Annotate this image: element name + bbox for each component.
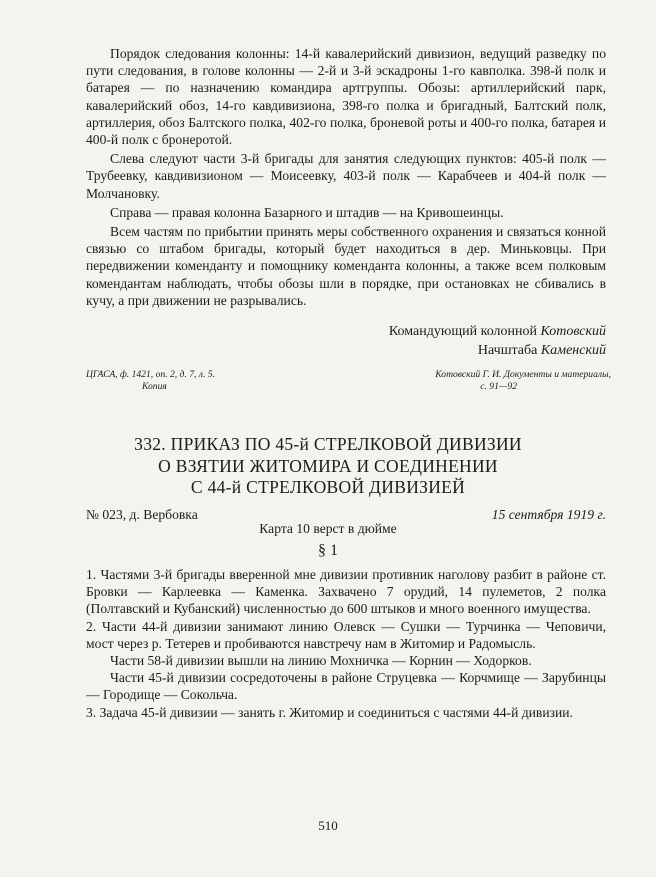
- order-58th-division: Части 58-й дивизии вышли на линию Мохничка — Корнин — Ходорков.: [110, 653, 532, 669]
- paragraph-column-order: Порядок следования колонны: 14-й кавалерийский дивизион, ведущий разведку по пути следования, в голове колонны — 2-й и 3-й эскадроны 1-го кавполка. 398-й полк и батарея — по назначению командира артгруппы. Обозы: артиллерийский парк, кавалерийский обоз, 14-го кавдивизиона, 398-го полка и бригадный, Балтский полк, артиллерия, обоз Балтского полка, 402-го полка, броневой роты и 400-го полка, батарея и 400-й полк с бронеротой.: [86, 46, 606, 148]
- order-point-2: 2. Части 44-й дивизии занимают линию Олевск — Сушки — Турчинка — Чеповичи, мост через р. Тетерев и пробиваются навстречу нам в Житомир и Радомысль.: [86, 618, 606, 651]
- signature-chief-of-staff: [389, 341, 606, 360]
- top-text-block: [86, 45, 606, 309]
- paragraph-all-units: Всем частям по прибытии принять меры собственного охранения и связаться конной связью со штабом бригады, который будет находиться в дер. Миньковцы. При передвижении коменданту и помощнику коменданта колонны, а также всем полковым комендантам наблюдать, чтобы обозы шли в порядке, при остановках не сбивались в кучу, а при движении не разрывались.: [86, 224, 606, 308]
- map-scale-note: Карта 10 верст в дюйме: [259, 521, 397, 536]
- document-number-place: № 023, д. Вербовка: [86, 507, 198, 522]
- document-date-text: 15 сентября 1919 г.: [491, 507, 606, 522]
- order-body: [86, 566, 606, 721]
- archive-source-copy: Копия: [142, 380, 167, 392]
- archive-source-ref: ЦГАСА, ф. 1421, оп. 2, д. 7, л. 5.: [86, 369, 215, 380]
- paragraph-right-flank: Справа — правая колонна Базарного и штадив — на Кривошеинцы.: [110, 204, 504, 220]
- document-title: [60, 434, 596, 499]
- order-point-1: 1. Частями 3-й бригады вверенной мне дивизии противник наголову разбит в районе ст. Бровки — Карлеевка — Каменка. Захвачено 7 орудий, 14 пулеметов, 2 полка (Полтавский и Кубанский) численностью до 600 штыков и много военного имущества.: [86, 567, 606, 617]
- signature-commander-name: Котовский: [540, 324, 606, 339]
- order-45th-division: Части 45-й дивизии сосредоточены в районе Струцевка — Корчмище — Зарубинцы — Городище — Сокольча.: [86, 670, 606, 703]
- title-line-1: 332. ПРИКАЗ ПО 45-й СТРЕЛКОВОЙ ДИВИЗИИ: [134, 434, 522, 454]
- signature-commander: [389, 322, 606, 341]
- signature-chief-name: Каменский: [540, 343, 606, 358]
- publication-source-pages: с. 91—92: [480, 380, 517, 392]
- archive-source: [86, 369, 316, 392]
- publication-source: [366, 369, 611, 392]
- signature-commander-role: Командующий колонной: [388, 324, 537, 339]
- paragraph-left-flank: Слева следуют части 3-й бригады для занятия следующих пунктов: 405-й полк — Трубеевку, кавдивизионом — Моисеевку, 403-й полк — Карабчеев и 404-й полк — Молчановку.: [86, 151, 606, 201]
- signature-block: [389, 322, 606, 360]
- page-number: 510: [318, 818, 338, 833]
- title-line-2: О ВЗЯТИИ ЖИТОМИРА И СОЕДИНЕНИИ: [158, 455, 498, 476]
- title-line-3: С 44-й СТРЕЛКОВОЙ ДИВИЗИЕЙ: [190, 477, 466, 497]
- publication-source-title: Котовский Г. И. Документы и материалы,: [435, 369, 611, 380]
- section-mark: § 1: [318, 542, 338, 559]
- order-point-3: 3. Задача 45-й дивизии — занять г. Житомир и соединиться с частями 44-й дивизии.: [86, 704, 573, 720]
- signature-chief-role: Начштаба: [477, 343, 538, 358]
